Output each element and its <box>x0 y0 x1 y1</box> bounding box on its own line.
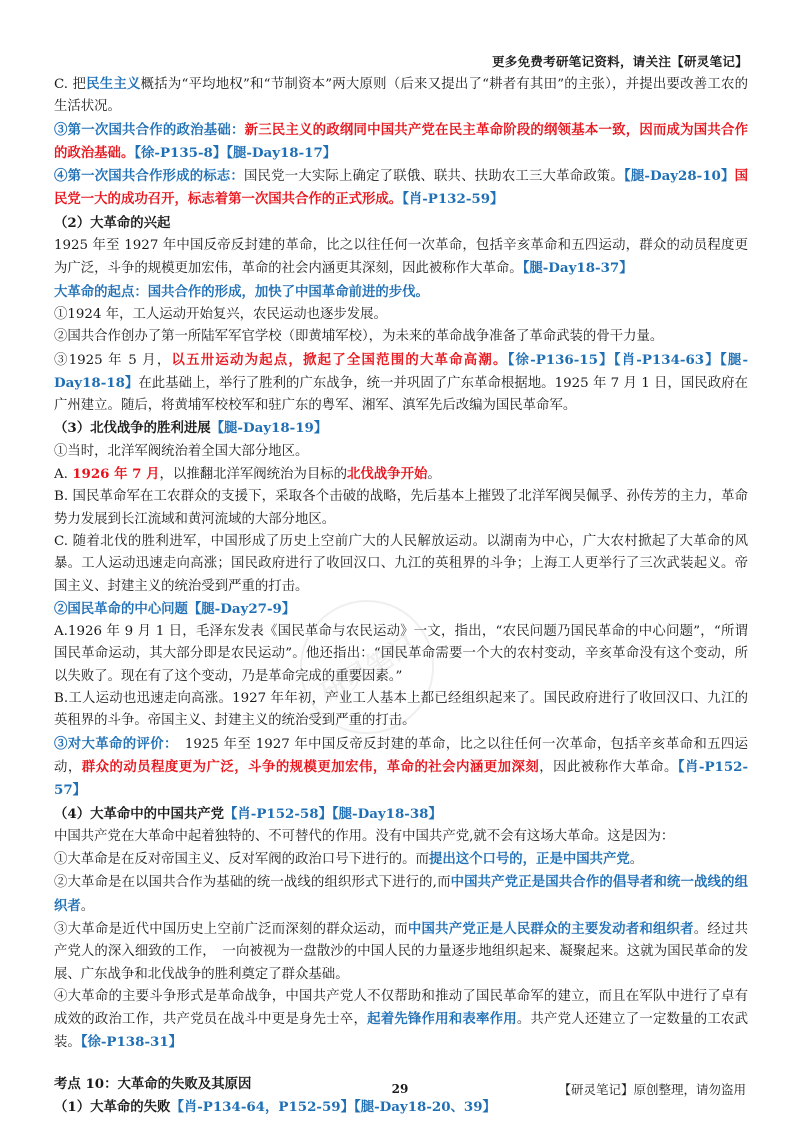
paragraph-text: 。经过共产党人的深入细致的工作， 一向被视为一盘散沙的中国人民的力量逐步地组织起来、凝聚起来。这就为国民革命的发展、广东战争和北伐战争的胜利奠定了群众基础。 <box>54 921 749 982</box>
paragraph-text: 。 <box>80 898 95 914</box>
reference-highlight: 【肖-P152-57】 <box>54 758 749 799</box>
paragraph-text: ，以推翻北洋军阀统治为目标的 <box>159 467 348 483</box>
paragraph <box>54 304 748 326</box>
reference-highlight: 【徐-P138-31】 <box>80 1034 183 1051</box>
spacer <box>54 1055 748 1073</box>
paragraph <box>54 212 748 235</box>
key-point-highlight: 群众的动员程度更为广泛，斗争的规模更加宏伟，革命的社会内涵更加深刻 <box>81 758 540 775</box>
paragraph <box>54 463 748 486</box>
paragraph-text: ①大革命是在反对帝国主义、反对军阀的政治口号下进行的。而 <box>54 852 429 868</box>
paragraph <box>54 486 748 531</box>
watermark-text: 研灵笔记 <box>315 630 421 709</box>
reference-highlight: 中国共产党正是国共合作的倡导者和统一战线的组织者 <box>54 874 748 914</box>
header-note: 更多免费考研笔记资料，请关注【研灵笔记】 <box>491 54 748 69</box>
paragraph-text: 1925 年至 1927 年中国反帝反封建的革命，比之以往任何一次革命，包括辛亥革命和五四运动， <box>54 736 748 775</box>
page-number: 29 <box>391 1082 409 1096</box>
paragraph <box>54 165 748 212</box>
reference-highlight: 【徐-P135-8】【腿-Day18-17】 <box>134 144 337 161</box>
key-point-highlight: 新三民主义的政纲同中国共产党在民主革命阶段的纲领基本一致，因而成为国共合作的政治基础。 <box>54 121 749 161</box>
paragraph <box>54 688 748 733</box>
footer-note: 【研灵笔记】原创整理，请勿盗用 <box>558 1082 746 1097</box>
reference-highlight: 大革命的起点：国共合作的形成，加快了中国革命前进的步伐。 <box>54 283 429 300</box>
reference-highlight: ③第一次国共合作的政治基础： <box>54 121 245 138</box>
paragraph-text: 。 <box>629 852 644 868</box>
paragraph <box>54 871 748 918</box>
paragraph <box>54 598 748 621</box>
paragraph <box>54 531 748 598</box>
paragraph-text: B.工人运动也迅速走向高涨。1927 年年初，产业工人基本上都已经组织起来了。国民政府进行了收回汉口、九江的英租界的斗争。帝国主义、封建主义的统治受到严重的打击。 <box>54 691 748 729</box>
key-point-highlight: 北伐战争开始 <box>347 466 428 483</box>
reference-highlight: 【肖-P132-59】 <box>402 191 504 208</box>
paragraph <box>54 621 748 688</box>
key-point-highlight: 1926 年 7 月 <box>72 466 160 483</box>
key-point-highlight: 国民党一大的成功召开，标志着第一次国共合作的正式形成。 <box>54 168 748 208</box>
reference-highlight: 【腿-Day18-19】 <box>210 420 328 437</box>
reference-highlight: 【肖-P152-58】【腿-Day18-38】 <box>224 805 442 822</box>
paragraph-text: ②大革命是在以国共合作为基础的统一战线的组织形式下进行的,而 <box>54 875 451 891</box>
paragraph <box>54 326 748 348</box>
section-heading: 考点 10：大革命的失败及其原因 <box>54 1075 252 1092</box>
paragraph-text: ②国共合作创办了第一所陆军军官学校（即黄埔军校），为未来的革命战争准备了革命武装的骨干力量。 <box>54 329 664 345</box>
paragraph-text: 中国共产党在大革命中起着独特的、不可替代的作用。没有中国共产党,就不会有这场大革命。这是因为： <box>54 828 675 844</box>
reference-highlight: 【腿-Day18-37】 <box>522 260 633 277</box>
paragraph <box>54 417 748 440</box>
paragraph-text: ③大革命是近代中国历史上空前广泛而深刻的群众运动，而 <box>54 921 408 937</box>
paragraph-text: ①1924 年，工人运动开始复兴，农民运动也逐步发展。 <box>54 306 387 322</box>
paragraph-text: A. <box>54 467 73 483</box>
section-heading: （4）大革命中的中国共产党 <box>54 805 225 822</box>
section-heading: （3）北伐战争的胜利进展 <box>54 420 211 437</box>
paragraph <box>54 281 748 304</box>
paragraph-text: 在此基础上，举行了胜利的广东战争，统一并巩固了广东革命根据地。1925 年 7 月 1 日，国民政府在广州建立。随后，将黄埔军校校军和驻广东的粤军、湘军、滇军先后改编为国民革命军。 <box>54 375 748 414</box>
section-heading: （2）大革命的兴起 <box>54 214 171 231</box>
paragraph <box>54 349 748 418</box>
reference-highlight: 起着先锋作用和表率作用 <box>367 1011 517 1028</box>
reference-highlight: 【徐-P136-15】【肖-P134-63】【腿-Day18-18】 <box>54 351 749 391</box>
key-point-highlight: 以五卅运动为起点，掀起了全国范围的大革命高潮。 <box>171 351 508 368</box>
paragraph-text: C. 随着北伐的胜利进军，中国形成了历史上空前广大的人民解放运动。以湖南为中心，广大农村掀起了大革命的风暴。工人运动迅速走向高涨；国民政府进行了收回汉口、九江的英租界的斗争；上海工人更举行了三次武装起义。帝国主义、封建主义的统治受到严重的打击。 <box>54 533 748 594</box>
reference-highlight: ④第一次国共合作形成的标志： <box>54 168 244 185</box>
paragraph <box>54 733 748 803</box>
paragraph-text: ③1925 年 5 月， <box>54 352 172 368</box>
paragraph-text: 概括为“平均地权”和“节制资本”两大原则（后来又提出了“耕者有其田”的主张），并提出要改善工农的生活状况。 <box>54 77 748 115</box>
paragraph <box>54 918 748 986</box>
document-body <box>54 73 748 1119</box>
reference-highlight: 【肖-P134-64，P152-59】【腿-Day18-20、39】 <box>170 1099 496 1116</box>
paragraph-text: A.1926 年 9 月 1 日，毛泽东发表《国民革命与农民运动》一文，指出，“农民问题乃国民革命的中心问题”，“所谓国民革命运动，其大部分即是农民运动”。他还指出：“国民革命需要一个大的农村变动，辛亥革命没有这个变动，所以失败了。现在有了这个变动，乃是革命完成的重要因素。” <box>54 624 748 684</box>
paragraph-text: ④大革命的主要斗争形式是革命战争，中国共产党人不仅帮助和推动了国民革命军的建立，而且在军队中进行了卓有成效的政治工作，共产党员在战斗中更是身先士卒， <box>54 988 748 1028</box>
reference-highlight: 【腿-Day28-10】 <box>623 168 735 185</box>
reference-highlight: 提出这个口号的，正是中国共产党 <box>428 851 630 868</box>
paragraph-text: C. 把 <box>54 77 87 92</box>
paragraph <box>54 235 748 281</box>
paragraph <box>54 803 748 826</box>
paragraph-text: 国民党一大实际上确定了联俄、联共、扶助农工三大革命政策。 <box>243 169 624 185</box>
section-heading: （1）大革命的失败 <box>54 1099 171 1116</box>
paragraph <box>54 1096 748 1119</box>
paragraph-text: 。 <box>427 467 441 483</box>
paragraph <box>54 826 748 848</box>
paragraph <box>54 441 748 463</box>
paragraph <box>54 848 748 871</box>
reference-highlight: ③对大革命的评价： <box>54 735 172 752</box>
paragraph-text: ①当时，北洋军阀统治着全国大部分地区。 <box>54 443 309 459</box>
paragraph <box>54 986 748 1055</box>
paragraph <box>54 119 748 166</box>
reference-highlight: 民生主义 <box>86 76 141 92</box>
paragraph-text: ，因此被称作大革命。 <box>539 759 678 775</box>
paragraph-text: 。共产党人还建立了一定数量的工农武装。 <box>54 1012 749 1051</box>
paragraph-text: B. 国民革命军在工农群众的支援下，采取各个击破的战略，先后基本上摧毁了北洋军阀吴佩孚、孙传芳的主力，革命势力发展到长江流域和黄河流域的大部分地区。 <box>54 489 748 527</box>
paragraph-text: 1925 年至 1927 年中国反帝反封建的革命，比之以往任何一次革命，包括辛亥革命和五四运动，群众的动员程度更为广泛，斗争的规模更加宏伟，革命的社会内涵更其深刻，因此被称作大革命。 <box>54 238 748 277</box>
paragraph <box>54 73 748 119</box>
reference-highlight: ②国民革命的中心问题【腿-Day27-9】 <box>54 600 296 617</box>
reference-highlight: 中国共产党正是人民群众的主要发动者和组织者 <box>407 920 694 937</box>
